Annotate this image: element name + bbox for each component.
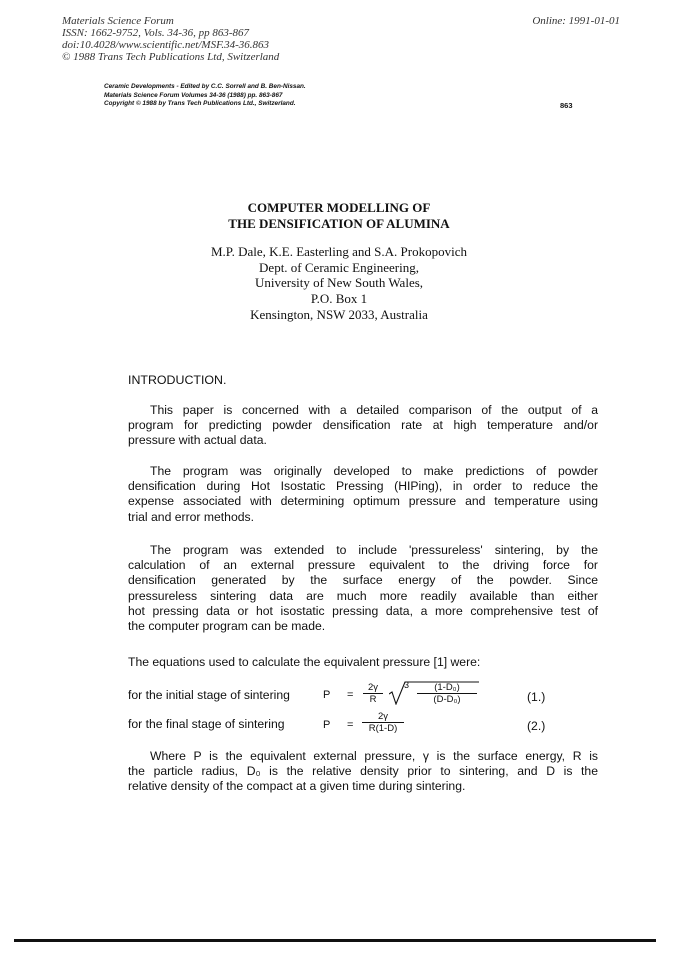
radicand-fraction [417, 682, 477, 705]
online-date: Online: 1991-01-01 [532, 15, 620, 27]
text-line: the computer program can be made. [128, 619, 326, 634]
text-line: The program was originally developed to make predictions of powder [150, 464, 598, 478]
equations-intro: The equations used to calculate the equivalent pressure [1] were: [128, 655, 481, 669]
author-block [0, 244, 678, 323]
equation-lhs: P [323, 719, 331, 731]
equation-number: (2.) [527, 719, 546, 733]
page-number: 863 [560, 101, 573, 110]
text-line: densification generated by the surface energy of the powder. Since [128, 573, 598, 588]
equation-label: for the final stage of sintering [128, 717, 285, 731]
paragraph [128, 464, 598, 525]
text-line: pressure with actual data. [128, 433, 267, 448]
equation-fraction [362, 711, 404, 734]
text-line: Where P is the equivalent external pressure, γ is the surface energy, R is [150, 749, 598, 763]
text-line: The program was extended to include 'pressureless' sintering, by the [150, 543, 598, 557]
print-credits [104, 83, 464, 109]
equation-equals: = [347, 689, 354, 701]
fraction-numerator: (1-D₀) [417, 682, 477, 694]
doi-line: doi:10.4028/www.scientific.net/MSF.34-36.863 [62, 39, 270, 51]
title-line: COMPUTER MODELLING OF [247, 200, 431, 215]
paragraph [128, 749, 598, 795]
copyright-line: © 1988 Trans Tech Publications Ltd, Switzerland [62, 51, 280, 63]
text-line: This paper is concerned with a detailed comparison of the output of a [150, 403, 598, 417]
fraction-numerator: 2γ [363, 682, 383, 694]
publication-metadata [62, 15, 462, 63]
bottom-rule [14, 939, 656, 942]
equation-fraction [363, 682, 383, 705]
affiliation-pobox: P.O. Box 1 [310, 291, 368, 307]
text-line: pressureless sintering data are much more readily available than either [128, 588, 598, 603]
text-line: densification during Hot Isostatic Pressing (HIPing), in order to reduce the [128, 479, 598, 494]
credits-line: Ceramic Developments - Edited by C.C. Sorrell and B. Ben-Nissan. [104, 83, 306, 90]
affiliation-university: University of New South Wales, [254, 275, 424, 291]
paragraph [128, 543, 598, 634]
text-line: relative density of the compact at a given time during sintering. [128, 779, 466, 794]
author-names: M.P. Dale, K.E. Easterling and S.A. Prokopovich [210, 244, 467, 259]
equation-number: (1.) [527, 690, 546, 704]
text-line: the particle radius, D₀ is the relative density prior to sintering, and D is the [128, 764, 598, 779]
journal-name: Materials Science Forum [62, 15, 174, 27]
paragraph [128, 403, 598, 449]
credits-line: Copyright © 1988 by Trans Tech Publications Ltd., Switzerland. [104, 100, 296, 107]
text-line: program for predicting powder densification rate at high temperature and/or [128, 418, 598, 433]
fraction-numerator: 2γ [362, 711, 404, 723]
fraction-denominator: R [369, 694, 377, 705]
text-line: expense associated with determining optimum pressure and temperature using [128, 494, 598, 509]
issn-line: ISSN: 1662-9752, Vols. 34-36, pp 863-867 [62, 27, 249, 39]
text-line: calculation of an external pressure equivalent to the driving force for [128, 558, 598, 573]
affiliation-city: Kensington, NSW 2033, Australia [250, 306, 428, 322]
affiliation-dept: Dept. of Ceramic Engineering, [259, 259, 419, 275]
equation-lhs: P [323, 689, 331, 701]
text-line: trial and error methods. [128, 509, 254, 524]
title-line: THE DENSIFICATION OF ALUMINA [228, 216, 450, 231]
root-index: 3 [404, 680, 410, 690]
section-heading: INTRODUCTION. [128, 373, 227, 387]
fraction-denominator: (D-D₀) [433, 694, 461, 705]
text-line: hot pressing data or hot isostatic pressing data, a more comprehensive test of [128, 603, 598, 618]
paper-title [0, 200, 678, 232]
credits-line: Materials Science Forum Volumes 34-36 (1988) pp. 863-867 [104, 91, 283, 99]
fraction-denominator: R(1-D) [368, 723, 398, 734]
equation-label: for the initial stage of sintering [128, 688, 290, 702]
equation-equals: = [347, 719, 354, 731]
